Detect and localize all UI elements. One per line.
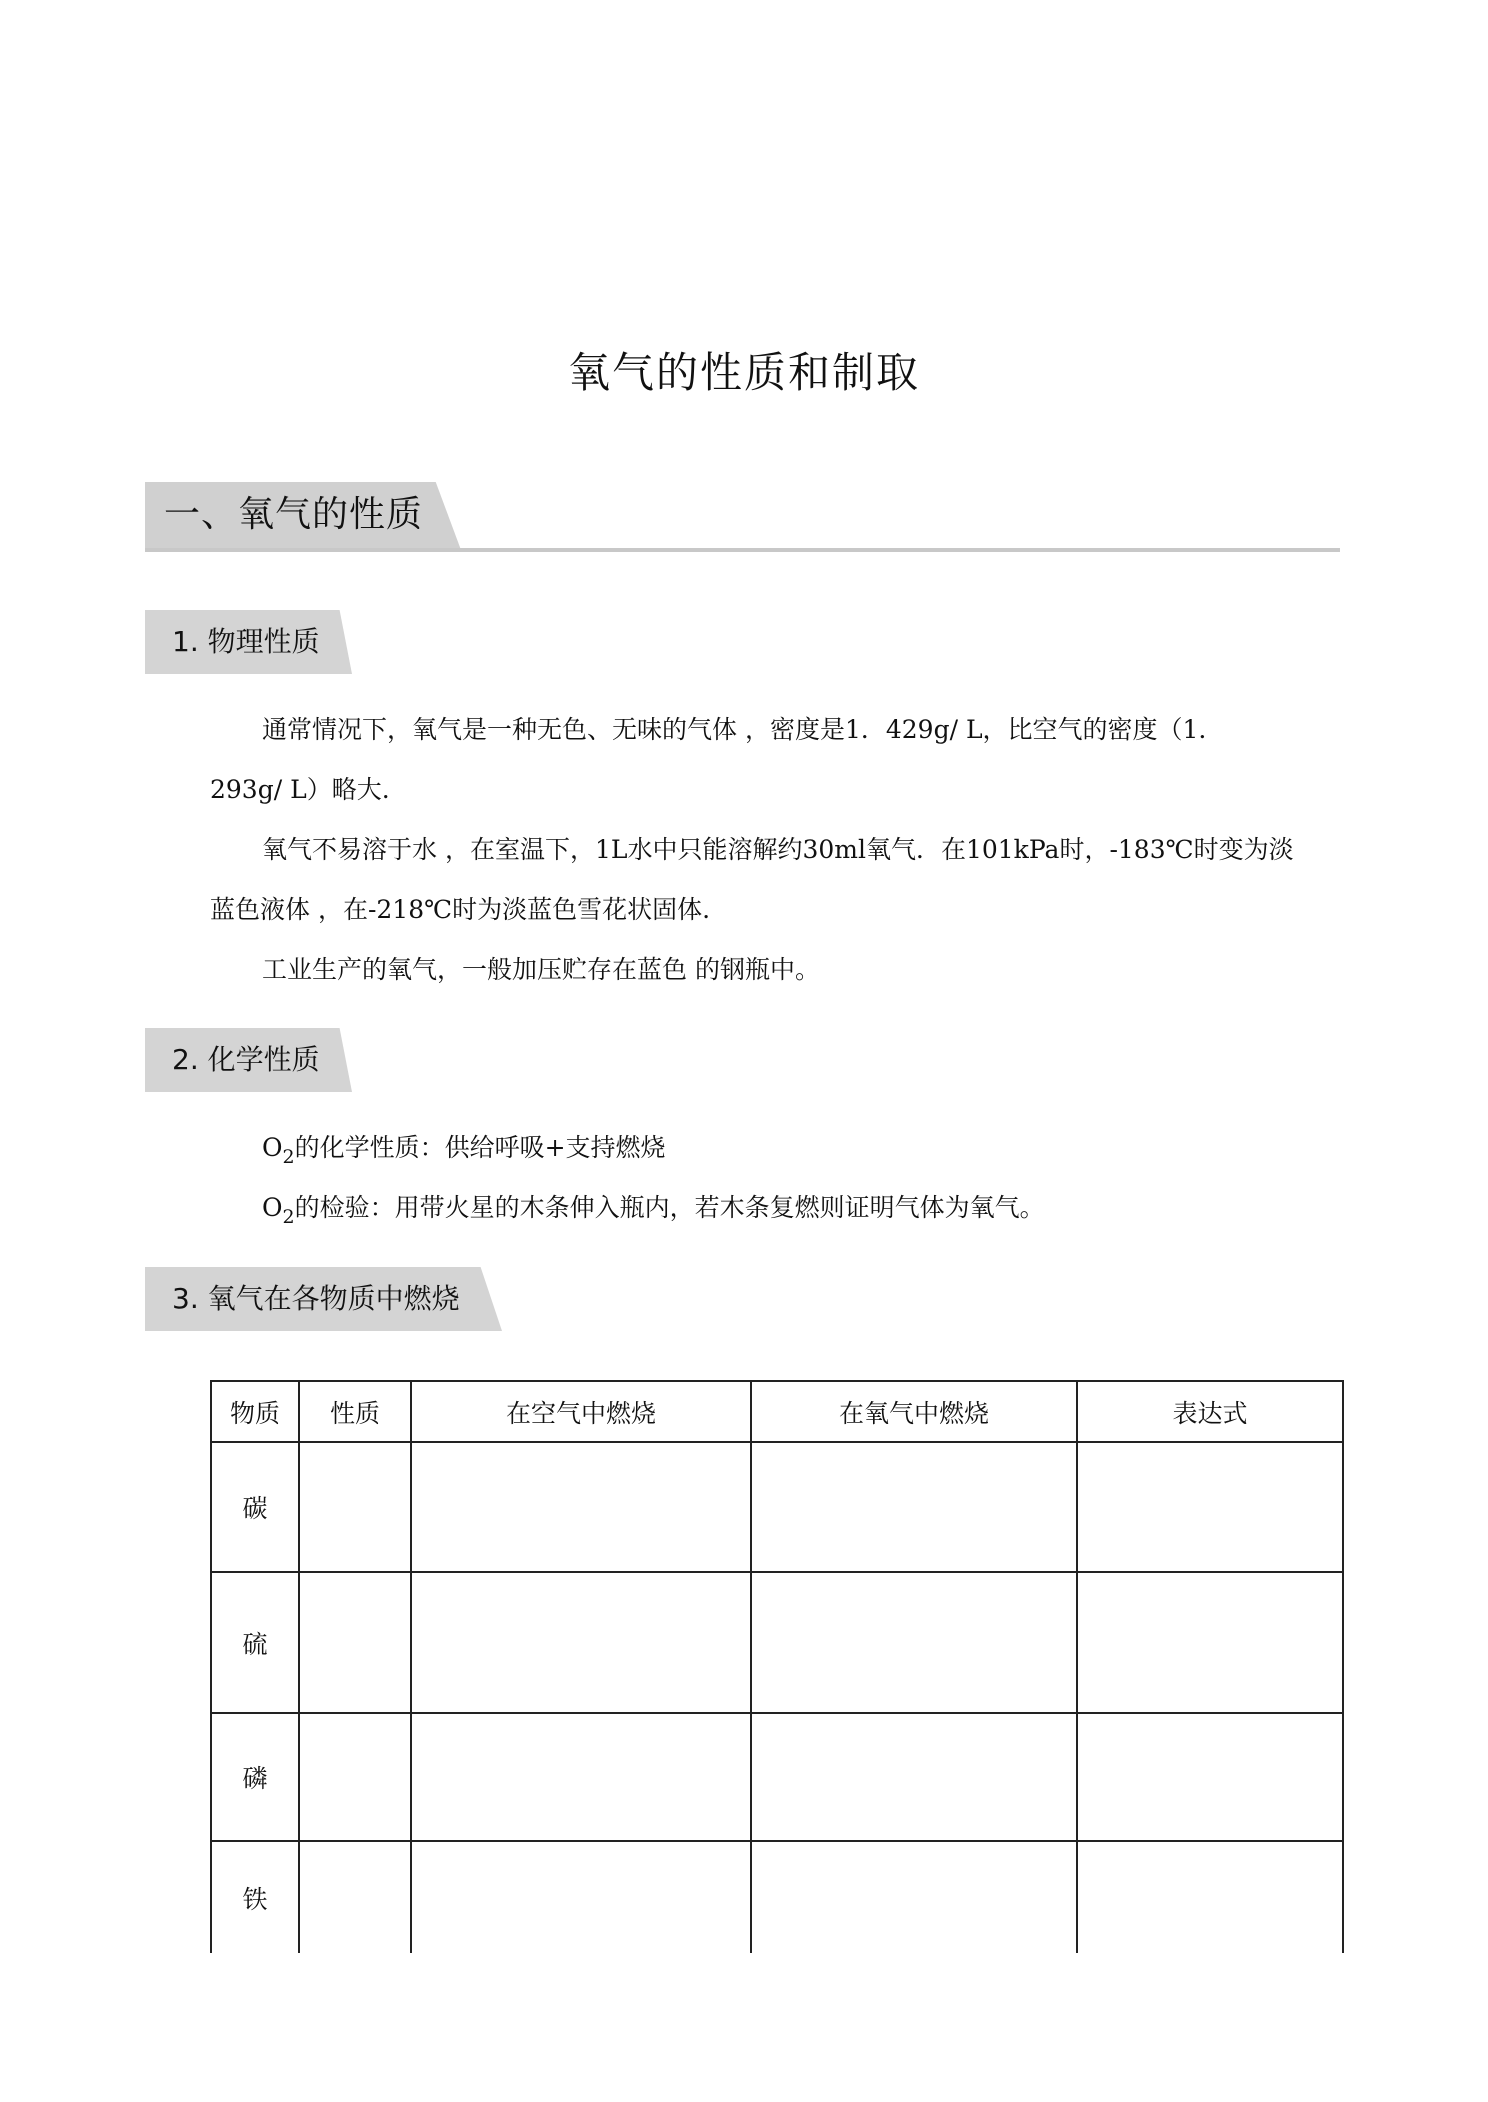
- substance-cell: 硫: [211, 1572, 299, 1713]
- section-heading: 一、氧气的性质: [164, 494, 424, 535]
- document-title: 氧气的性质和制取: [567, 348, 920, 397]
- expression-cell: [1077, 1572, 1343, 1713]
- air-combustion-cell: [411, 1572, 751, 1713]
- paragraph-line: 工业生产的氧气，一般加压贮存在蓝色 的钢瓶中。: [262, 955, 820, 984]
- paragraph-line: 氧气不易溶于水 ，在室温下，1L水中只能溶解约30ml氧气．在101kPa时，-183℃时变为淡: [262, 835, 1294, 864]
- subsection-heading-physical: 1. 物理性质: [172, 625, 320, 658]
- paragraph-line: 293g/ L）略大.: [210, 775, 390, 804]
- oxygen-combustion-cell: [751, 1713, 1077, 1841]
- oxygen-test-text: 的检验：用带火星的木条伸入瓶内，若木条复燃则证明气体为氧气。: [294, 1193, 1045, 1222]
- paragraph-line: 通常情况下，氧气是一种无色、无味的气体 ，密度是1．429g/ L，比空气的密度（1．: [262, 715, 1224, 744]
- chemical-property-text: 的化学性质：供给呼吸+支持燃烧: [294, 1133, 666, 1162]
- column-header: 在空气中燃烧: [411, 1381, 751, 1442]
- paragraph-line: 蓝色液体 ，在-218℃时为淡蓝色雪花状固体.: [210, 895, 711, 924]
- column-header: 在氧气中燃烧: [751, 1381, 1077, 1442]
- table-row: [211, 1841, 1343, 1953]
- chemical-property-line: [262, 1131, 666, 1174]
- subsection-heading-chemical: 2. 化学性质: [172, 1043, 320, 1076]
- air-combustion-cell: [411, 1713, 751, 1841]
- oxygen-combustion-cell: [751, 1442, 1077, 1572]
- property-cell: [299, 1713, 411, 1841]
- section-divider: [145, 548, 1340, 552]
- table-row: [211, 1442, 1343, 1572]
- substance-cell: 铁: [211, 1841, 299, 1953]
- substance-cell: 磷: [211, 1713, 299, 1841]
- formula-base: O: [262, 1133, 283, 1162]
- column-header: 性质: [299, 1381, 411, 1442]
- formula-subscript: 2: [282, 1146, 295, 1168]
- column-header: 物质: [211, 1381, 299, 1442]
- property-cell: [299, 1572, 411, 1713]
- combustion-table: [210, 1380, 1344, 1953]
- column-header: 表达式: [1077, 1381, 1343, 1442]
- oxygen-combustion-cell: [751, 1841, 1077, 1953]
- property-cell: [299, 1841, 411, 1953]
- subsection-heading-combustion: 3. 氧气在各物质中燃烧: [172, 1282, 460, 1315]
- oxygen-test-line: [262, 1191, 1045, 1234]
- property-cell: [299, 1442, 411, 1572]
- formula-subscript: 2: [282, 1206, 295, 1228]
- table-row: [211, 1572, 1343, 1713]
- formula-base: O: [262, 1193, 283, 1222]
- air-combustion-cell: [411, 1442, 751, 1572]
- substance-cell: 碳: [211, 1442, 299, 1572]
- oxygen-combustion-cell: [751, 1572, 1077, 1713]
- table-header-row: [211, 1381, 1343, 1442]
- air-combustion-cell: [411, 1841, 751, 1953]
- expression-cell: [1077, 1442, 1343, 1572]
- expression-cell: [1077, 1713, 1343, 1841]
- table-row: [211, 1713, 1343, 1841]
- expression-cell: [1077, 1841, 1343, 1953]
